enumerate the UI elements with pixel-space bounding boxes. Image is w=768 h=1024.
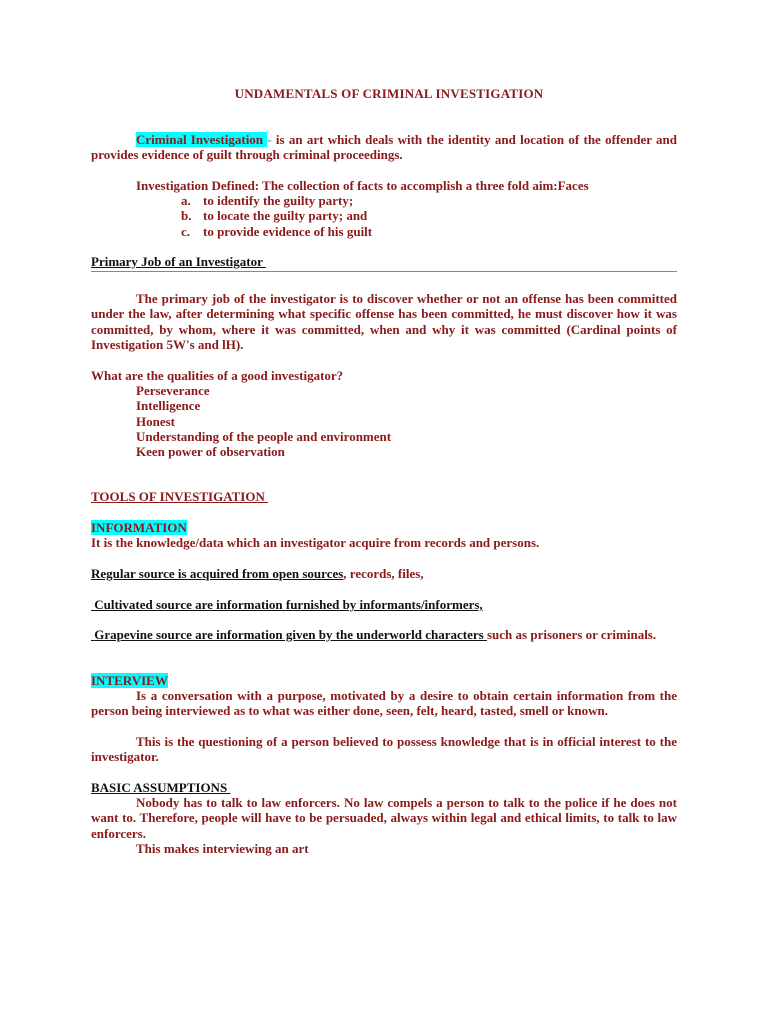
regular-source: Regular source is acquired from open sources, records, files, [91,566,424,581]
intro-definition: is an art which deals with the identity and location of the offender and provides evidence of guilt through criminal proceedings. [91,132,677,163]
grapevine-source: Grapevine source are information given by the underworld characters such as prisoners or criminals. [91,627,657,642]
primary-job-paragraph: The primary job of the investigator is to discover whether or not an offense has been committed under the law, after determining what specific offense has been committed, he must discover how it was committed, by whom, where it was committed, when and why it was committed (Cardinal points of Investigation 5W's and lH). [91,291,677,352]
cultivated-source: Cultivated source are information furnished by informants/informers, [91,597,483,612]
list-item: Honest [136,413,175,429]
intro-paragraph [91,132,677,163]
qualities-question: What are the qualities of a good investigator? [91,368,344,383]
list-item: a. to identify the guilty party; [181,193,354,208]
assumptions-heading: BASIC ASSUMPTIONS [91,780,231,795]
aim-list [181,193,372,239]
intro-dash: - [267,132,272,147]
interview-heading-row [91,673,677,688]
interview-heading: INTERVIEW [91,673,168,688]
primary-job-heading: Primary Job of an Investigator [91,254,266,269]
information-text: It is the knowledge/data which an investigator acquire from records and persons. [91,535,540,550]
investigation-defined: Investigation Defined: The collection of facts to accomplish a three fold aim:Faces [136,178,589,193]
interview-paragraph-1: Is a conversation with a purpose, motivated by a desire to obtain certain information from the person being interviewed as to what was either done, seen, felt, heard, tasted, smell or known. [91,688,677,719]
tools-heading: TOOLS OF INVESTIGATION [91,489,269,504]
assumptions-paragraph-1: Nobody has to talk to law enforcers. No law compels a person to talk to the police if he does not want to. Therefore, people will have to be persuaded, always within legal and ethical limits, to talk to law enforcers. [91,795,677,841]
list-item: Understanding of the people and environment [136,428,392,444]
list-item: c. to provide evidence of his guilt [181,223,373,239]
list-item: Perseverance [136,383,210,398]
information-heading-row [91,520,677,535]
interview-paragraph-2: This is the questioning of a person believed to possess knowledge that is in official interest to the investigator. [91,734,677,765]
document-title: UNDAMENTALS OF CRIMINAL INVESTIGATION [234,86,544,101]
assumptions-paragraph-2: This makes interviewing an art [136,841,309,856]
list-item: Keen power of observation [136,444,285,460]
qualities-list [136,383,391,459]
criminal-investigation-term: Criminal Investigation [136,132,268,147]
information-heading: INFORMATION [91,520,187,535]
list-item: Intelligence [136,398,201,414]
section-divider [91,271,677,272]
list-item: b. to locate the guilty party; and [181,208,368,224]
